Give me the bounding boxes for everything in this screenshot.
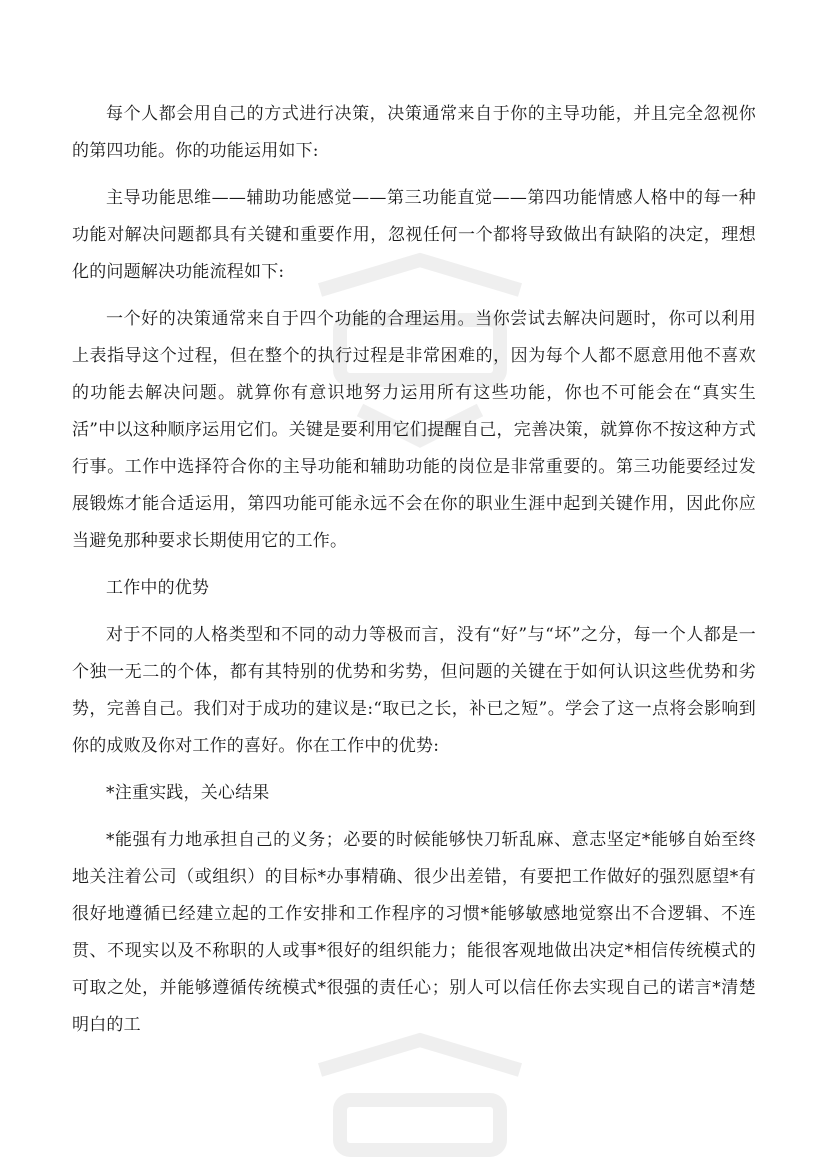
watermark-logo-icon [300, 1030, 540, 1170]
paragraph-decision-intro: 每个人都会用自己的方式进行决策，决策通常来自于你的主导功能，并且完全忽视你的第四功能。你的功能运用如下: [72, 104, 756, 161]
paragraph-function-order: 主导功能思维——辅助功能感觉——第三功能直觉——第四功能情感人格中的每一种功能对解决问题都具有关键和重要作用，忽视任何一个都将导致做出有缺陷的决定，理想化的问题解决功能流程如下: [72, 188, 756, 282]
paragraph-good-decision: 一个好的决策通常来自于四个功能的合理运用。当你尝试去解决问题时，你可以利用上表指导这个过程，但在整个的执行过程是非常困难的，因为每个人都不愿意用他不喜欢的功能去解决问题。就算你有意识地努力运用所有这些功能，你也不可能会在“真实生活”中以这种顺序运用它们。关键是要利用它们提醒自己，完善决策，就算你不按这种方式行事。工作中选择符合你的主导功能和辅助功能的岗位是非常重要的。第三功能要经过发展锻炼才能合适运用，第四功能可能永远不会在你的职业生涯中起到关键作用，因此你应当避免那种要求长期使用它的工作。 [72, 309, 756, 551]
document-body [72, 96, 756, 1044]
section-heading-work-strengths: 工作中的优势 [106, 578, 210, 598]
paragraph-strengths-list: *能强有力地承担自己的义务；必要的时候能够快刀斩乱麻、意志坚定*能够自始至终地关注着公司（或组织）的目标*办事精确、很少出差错，有要把工作做好的强烈愿望*有很好地遵循已经建立起的工作安排和工作程序的习惯*能够敏感地觉察出不合逻辑、不连贯、不现实以及不称职的人或事*很好的组织能力；能很客观地做出决定*相信传统模式的可取之处，并能够遵循传统模式*很强的责任心；别人可以信任你去实现自己的诺言*清楚明白的工 [72, 830, 756, 1035]
list-item-practical: *注重实践，关心结果 [106, 783, 270, 803]
paragraph-strengths-intro: 对于不同的人格类型和不同的动力等极而言，没有“好”与“坏”之分，每一个人都是一个独一无二的个体，都有其特别的优势和劣势，但问题的关键在于如何认识这些优势和劣势，完善自己。我们对于成功的建议是:“取已之长，补已之短”。学会了这一点将会影响到你的成败及你对工作的喜好。你在工作中的优势: [72, 625, 756, 756]
